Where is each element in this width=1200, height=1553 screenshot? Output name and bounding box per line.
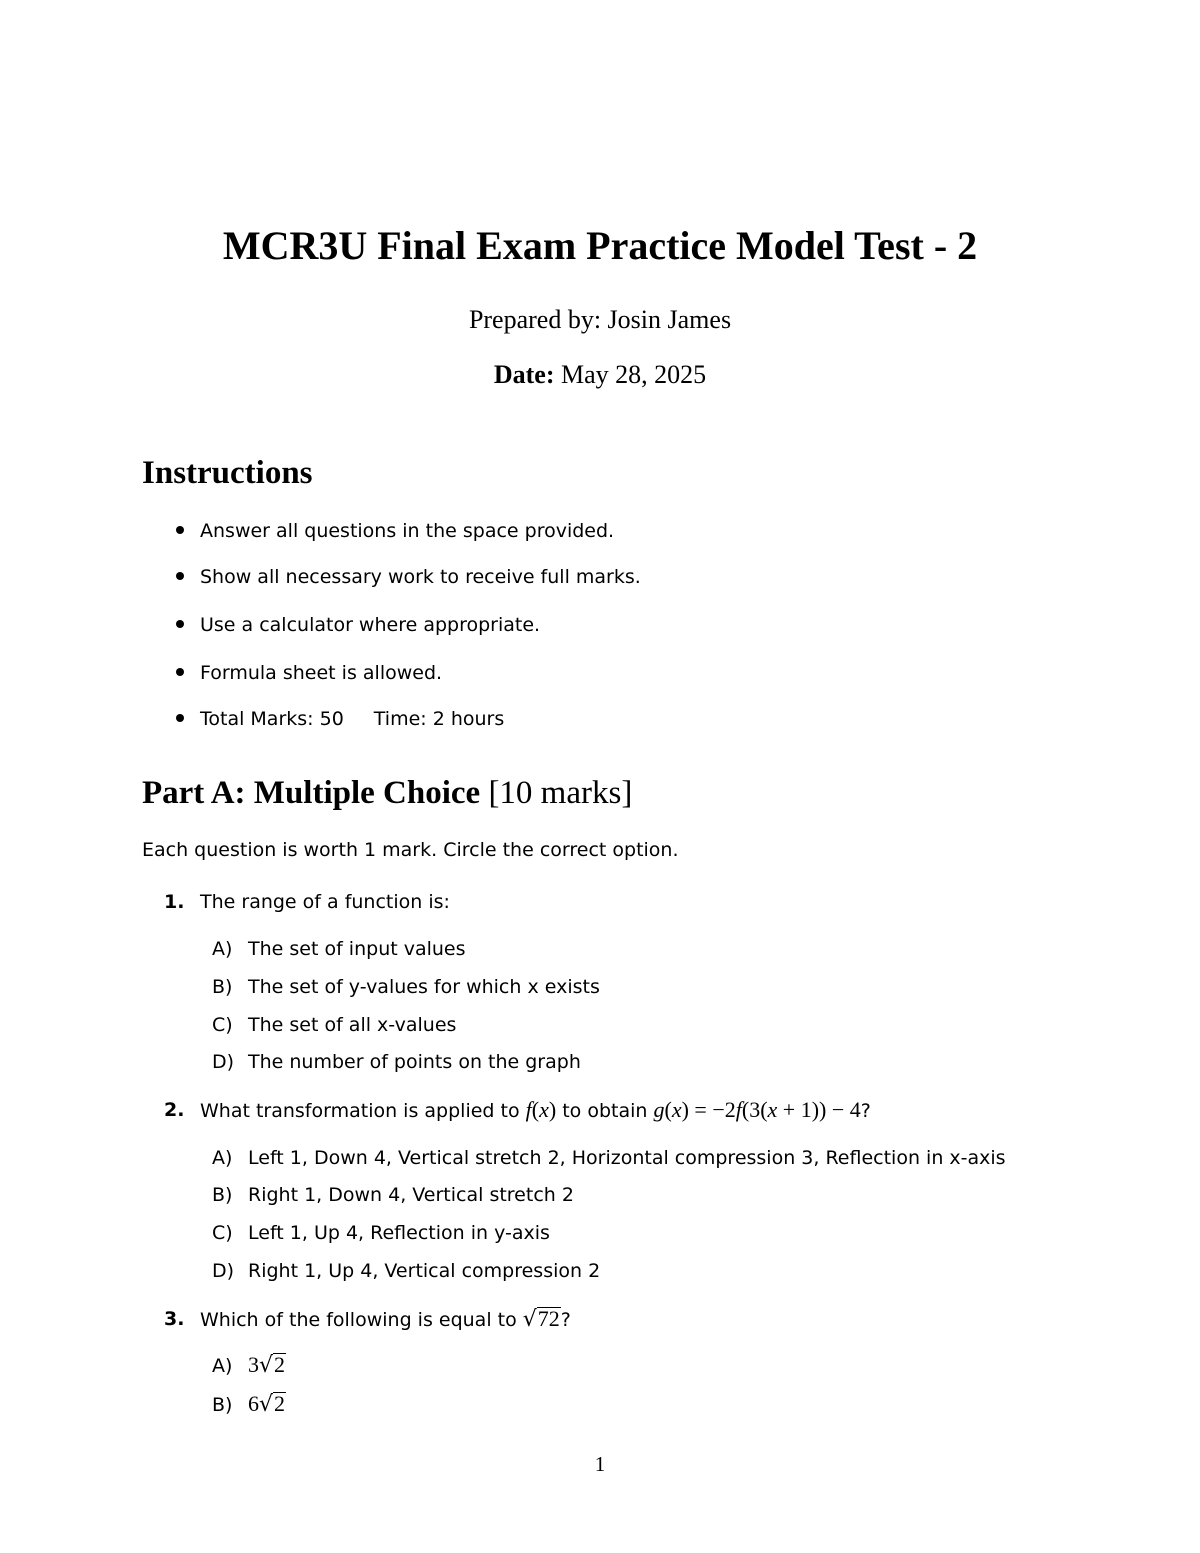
answer-option[interactable]: A) 3√2 — [212, 1352, 286, 1378]
instruction-item: Show all necessary work to receive full marks. — [176, 566, 641, 588]
question-number: 1. — [164, 891, 185, 913]
document-title: MCR3U Final Exam Practice Model Test - 2 — [222, 223, 978, 268]
instruction-item-marks-time — [176, 708, 504, 730]
date-value: May 28, 2025 — [560, 360, 707, 389]
answer-option[interactable]: C) The set of all x-values — [212, 1014, 457, 1036]
answer-option[interactable]: A) Left 1, Down 4, Vertical stretch 2, Horizontal compression 3, Reflection in x-axis — [212, 1147, 1006, 1169]
date-line — [0, 360, 1200, 390]
bullet-icon — [176, 572, 184, 580]
instructions-heading: Instructions — [142, 455, 313, 491]
prepared-by: Prepared by: Josin James — [468, 305, 732, 334]
answer-option[interactable]: B) The set of y-values for which x exists — [212, 976, 600, 998]
square-root-icon: √ — [259, 1392, 274, 1417]
question-number: 2. — [164, 1099, 185, 1121]
date-label: Date: — [493, 360, 555, 389]
square-root-icon: √ — [522, 1307, 537, 1332]
question-text: The range of a function is: — [200, 891, 450, 913]
time-allowed: Time: 2 hours — [373, 708, 505, 730]
math-expression: g(x) = −2f(3(x + 1)) − 4 — [653, 1097, 861, 1122]
question-text: What transformation is applied to f(x) to obtain g(x) = −2f(3(x + 1)) − 4? — [200, 1097, 871, 1122]
instruction-item: Use a calculator where appropriate. — [176, 614, 540, 636]
bullet-icon — [176, 620, 184, 628]
page-number: 1 — [594, 1452, 606, 1476]
instruction-item: Formula sheet is allowed. — [176, 662, 442, 684]
answer-option[interactable]: A) The set of input values — [212, 938, 466, 960]
answer-option[interactable]: D) Right 1, Up 4, Vertical compression 2 — [212, 1260, 601, 1282]
bullet-icon — [176, 668, 184, 676]
question-number: 3. — [164, 1308, 185, 1330]
answer-option[interactable]: B) 6√2 — [212, 1391, 286, 1417]
math-expression: √72 — [522, 1306, 560, 1332]
square-root-icon: √ — [259, 1353, 274, 1378]
question-text: Which of the following is equal to √72? — [200, 1306, 571, 1332]
instruction-item: Answer all questions in the space provided. — [176, 520, 614, 542]
bullet-icon — [176, 714, 184, 722]
answer-option[interactable]: C) Left 1, Up 4, Reflection in y-axis — [212, 1222, 550, 1244]
math-expression: f(x) — [525, 1097, 557, 1122]
math-expression: 3√2 — [248, 1352, 286, 1378]
bullet-icon — [176, 526, 184, 534]
total-marks: Total Marks: 50 — [200, 708, 344, 730]
part-a-intro: Each question is worth 1 mark. Circle the correct option. — [142, 839, 679, 861]
part-a-heading: Part A: Multiple Choice [10 marks] — [142, 775, 633, 811]
math-expression: 6√2 — [248, 1391, 286, 1417]
answer-option[interactable]: D) The number of points on the graph — [212, 1051, 581, 1073]
part-a-marks: [10 marks] — [488, 775, 633, 811]
answer-option[interactable]: B) Right 1, Down 4, Vertical stretch 2 — [212, 1184, 574, 1206]
